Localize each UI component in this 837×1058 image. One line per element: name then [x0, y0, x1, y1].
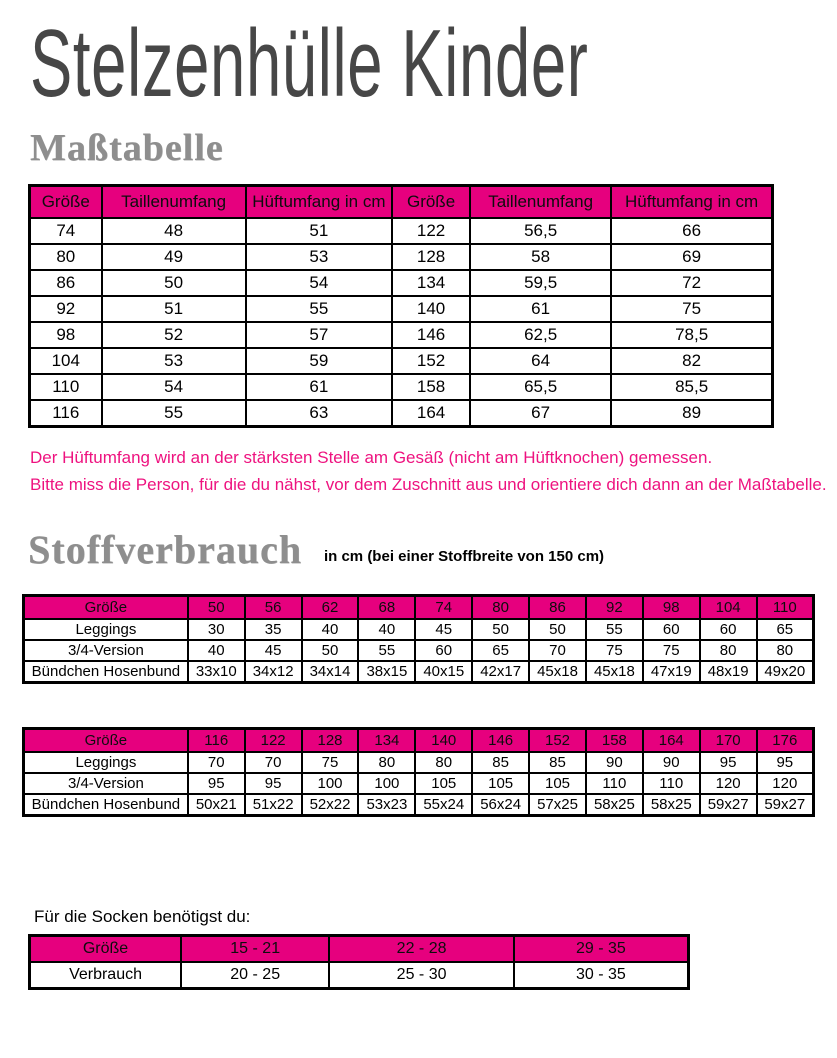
value-cell: 50x21: [188, 794, 245, 816]
value-cell: 75: [611, 296, 772, 322]
table-row: [30, 962, 689, 989]
column-header: Größe: [30, 186, 102, 219]
table-row: [30, 244, 773, 270]
value-cell: 62,5: [470, 322, 611, 348]
value-cell: 85: [529, 752, 586, 773]
value-cell: 100: [302, 773, 359, 794]
column-header: 170: [700, 729, 757, 753]
row-label-cell: 86: [30, 270, 102, 296]
column-header: Größe: [392, 186, 470, 219]
value-cell: 45x18: [586, 661, 643, 683]
value-cell: 57: [246, 322, 392, 348]
value-cell: 45: [415, 619, 472, 640]
table-row: [30, 218, 773, 244]
column-header: 134: [358, 729, 415, 753]
row-label-cell: 74: [30, 218, 102, 244]
value-cell: 40: [188, 640, 245, 661]
column-header: 110: [757, 596, 814, 620]
table-row: [24, 773, 814, 794]
value-cell: 122: [392, 218, 470, 244]
row-label-cell: 116: [30, 400, 102, 427]
column-header: 128: [302, 729, 359, 753]
value-cell: 55: [586, 619, 643, 640]
stoffverbrauch-heading-row: [28, 528, 837, 572]
column-header: Taillenumfang: [470, 186, 611, 219]
value-cell: 105: [415, 773, 472, 794]
column-header: 22 - 28: [329, 936, 514, 963]
value-cell: 55x24: [415, 794, 472, 816]
value-cell: 95: [700, 752, 757, 773]
value-cell: 40: [302, 619, 359, 640]
value-cell: 45x18: [529, 661, 586, 683]
column-header: 15 - 21: [181, 936, 329, 963]
column-header: Größe: [30, 936, 182, 963]
value-cell: 42x17: [472, 661, 529, 683]
value-cell: 110: [586, 773, 643, 794]
value-cell: 100: [358, 773, 415, 794]
value-cell: 65,5: [470, 374, 611, 400]
value-cell: 70: [188, 752, 245, 773]
value-cell: 75: [586, 640, 643, 661]
value-cell: 90: [643, 752, 700, 773]
row-label-cell: 110: [30, 374, 102, 400]
hip-measurement-note-line2: Bitte miss die Person, für die du nähst, vor dem Zuschnitt aus und orientiere dich dann an der Maßtabelle.: [30, 475, 827, 494]
value-cell: 164: [392, 400, 470, 427]
value-cell: 60: [415, 640, 472, 661]
value-cell: 90: [586, 752, 643, 773]
table-row: [30, 322, 773, 348]
value-cell: 67: [470, 400, 611, 427]
column-header: 158: [586, 729, 643, 753]
value-cell: 25 - 30: [329, 962, 514, 989]
row-label-cell: 3/4-Version: [24, 640, 188, 661]
value-cell: 95: [757, 752, 814, 773]
table-header-row: [24, 729, 814, 753]
value-cell: 89: [611, 400, 772, 427]
table-row: [24, 794, 814, 816]
column-header: 80: [472, 596, 529, 620]
column-header: 104: [700, 596, 757, 620]
value-cell: 34x14: [302, 661, 359, 683]
page-title: Stelzenhülle Kinder: [30, 10, 589, 117]
value-cell: 48x19: [700, 661, 757, 683]
value-cell: 75: [302, 752, 359, 773]
stoffverbrauch-heading: Stoffverbrauch: [28, 527, 302, 572]
value-cell: 58: [470, 244, 611, 270]
value-cell: 80: [358, 752, 415, 773]
table-row: [30, 348, 773, 374]
value-cell: 105: [529, 773, 586, 794]
column-header: 62: [302, 596, 359, 620]
column-header: 164: [643, 729, 700, 753]
value-cell: 70: [529, 640, 586, 661]
value-cell: 35: [245, 619, 302, 640]
value-cell: 49: [102, 244, 246, 270]
value-cell: 40: [358, 619, 415, 640]
row-label-cell: Verbrauch: [30, 962, 182, 989]
value-cell: 49x20: [757, 661, 814, 683]
value-cell: 85: [472, 752, 529, 773]
value-cell: 60: [700, 619, 757, 640]
value-cell: 50: [472, 619, 529, 640]
value-cell: 70: [245, 752, 302, 773]
stoffverbrauch-subtitle: in cm (bei einer Stoffbreite von 150 cm): [323, 548, 605, 565]
value-cell: 82: [611, 348, 772, 374]
value-cell: 48: [102, 218, 246, 244]
table-row: [30, 270, 773, 296]
value-cell: 63: [246, 400, 392, 427]
value-cell: 65: [757, 619, 814, 640]
value-cell: 47x19: [643, 661, 700, 683]
value-cell: 158: [392, 374, 470, 400]
value-cell: 65: [472, 640, 529, 661]
value-cell: 54: [102, 374, 246, 400]
value-cell: 58x25: [586, 794, 643, 816]
column-header: 92: [586, 596, 643, 620]
value-cell: 55: [102, 400, 246, 427]
value-cell: 64: [470, 348, 611, 374]
table-row: [24, 661, 814, 683]
table-row: [30, 374, 773, 400]
row-label-cell: 80: [30, 244, 102, 270]
table-row: [24, 752, 814, 773]
masstabelle-heading: Maßtabelle: [30, 127, 224, 169]
document-page: [0, 10, 837, 1058]
value-cell: 58x25: [643, 794, 700, 816]
column-header: 74: [415, 596, 472, 620]
value-cell: 78,5: [611, 322, 772, 348]
value-cell: 60: [643, 619, 700, 640]
column-header: 86: [529, 596, 586, 620]
row-label-cell: Leggings: [24, 619, 188, 640]
value-cell: 59,5: [470, 270, 611, 296]
table-header-row: [30, 186, 773, 219]
value-cell: 80: [700, 640, 757, 661]
value-cell: 120: [700, 773, 757, 794]
value-cell: 56,5: [470, 218, 611, 244]
value-cell: 50: [102, 270, 246, 296]
value-cell: 50: [302, 640, 359, 661]
value-cell: 20 - 25: [181, 962, 329, 989]
row-label-cell: 92: [30, 296, 102, 322]
value-cell: 30: [188, 619, 245, 640]
value-cell: 30 - 35: [514, 962, 689, 989]
value-cell: 61: [246, 374, 392, 400]
row-label-cell: 104: [30, 348, 102, 374]
value-cell: 59: [246, 348, 392, 374]
row-label-cell: 98: [30, 322, 102, 348]
value-cell: 72: [611, 270, 772, 296]
value-cell: 34x12: [245, 661, 302, 683]
value-cell: 61: [470, 296, 611, 322]
column-header: Hüftumfang in cm: [611, 186, 772, 219]
column-header: Taillenumfang: [102, 186, 246, 219]
column-header: 29 - 35: [514, 936, 689, 963]
value-cell: 52x22: [302, 794, 359, 816]
column-header: Größe: [24, 596, 188, 620]
value-cell: 95: [188, 773, 245, 794]
value-cell: 120: [757, 773, 814, 794]
value-cell: 128: [392, 244, 470, 270]
value-cell: 105: [472, 773, 529, 794]
value-cell: 134: [392, 270, 470, 296]
table-row: [24, 640, 814, 661]
value-cell: 152: [392, 348, 470, 374]
row-label-cell: Leggings: [24, 752, 188, 773]
column-header: 50: [188, 596, 245, 620]
value-cell: 51: [102, 296, 246, 322]
value-cell: 55: [358, 640, 415, 661]
value-cell: 51x22: [245, 794, 302, 816]
value-cell: 33x10: [188, 661, 245, 683]
row-label-cell: Bündchen Hosenbund: [24, 661, 188, 683]
value-cell: 54: [246, 270, 392, 296]
socks-usage-table: [28, 934, 690, 990]
value-cell: 55: [246, 296, 392, 322]
value-cell: 40x15: [415, 661, 472, 683]
fabric-usage-table-large-sizes: [22, 727, 815, 817]
value-cell: 80: [415, 752, 472, 773]
hip-measurement-note-line1: Der Hüftumfang wird an der stärksten Stelle am Gesäß (nicht am Hüftknochen) gemessen.: [30, 448, 713, 467]
table-header-row: [30, 936, 689, 963]
column-header: 68: [358, 596, 415, 620]
column-header: 176: [757, 729, 814, 753]
column-header: Hüftumfang in cm: [246, 186, 392, 219]
table-row: [24, 619, 814, 640]
row-label-cell: 3/4-Version: [24, 773, 188, 794]
column-header: 140: [415, 729, 472, 753]
value-cell: 59x27: [700, 794, 757, 816]
value-cell: 53: [246, 244, 392, 270]
value-cell: 53x23: [358, 794, 415, 816]
column-header: 56: [245, 596, 302, 620]
value-cell: 69: [611, 244, 772, 270]
value-cell: 85,5: [611, 374, 772, 400]
value-cell: 45: [245, 640, 302, 661]
fabric-usage-table-small-sizes: [22, 594, 815, 684]
value-cell: 53: [102, 348, 246, 374]
value-cell: 57x25: [529, 794, 586, 816]
column-header: 146: [472, 729, 529, 753]
column-header: 122: [245, 729, 302, 753]
table-header-row: [24, 596, 814, 620]
value-cell: 59x27: [757, 794, 814, 816]
table-row: [30, 296, 773, 322]
table-row: [30, 400, 773, 427]
socks-intro-text: Für die Socken benötigst du:: [34, 907, 251, 926]
value-cell: 80: [757, 640, 814, 661]
value-cell: 50: [529, 619, 586, 640]
value-cell: 146: [392, 322, 470, 348]
value-cell: 140: [392, 296, 470, 322]
column-header: Größe: [24, 729, 188, 753]
value-cell: 75: [643, 640, 700, 661]
column-header: 116: [188, 729, 245, 753]
value-cell: 56x24: [472, 794, 529, 816]
value-cell: 52: [102, 322, 246, 348]
value-cell: 38x15: [358, 661, 415, 683]
value-cell: 110: [643, 773, 700, 794]
column-header: 98: [643, 596, 700, 620]
value-cell: 95: [245, 773, 302, 794]
row-label-cell: Bündchen Hosenbund: [24, 794, 188, 816]
column-header: 152: [529, 729, 586, 753]
value-cell: 51: [246, 218, 392, 244]
measurement-table: [28, 184, 774, 428]
value-cell: 66: [611, 218, 772, 244]
